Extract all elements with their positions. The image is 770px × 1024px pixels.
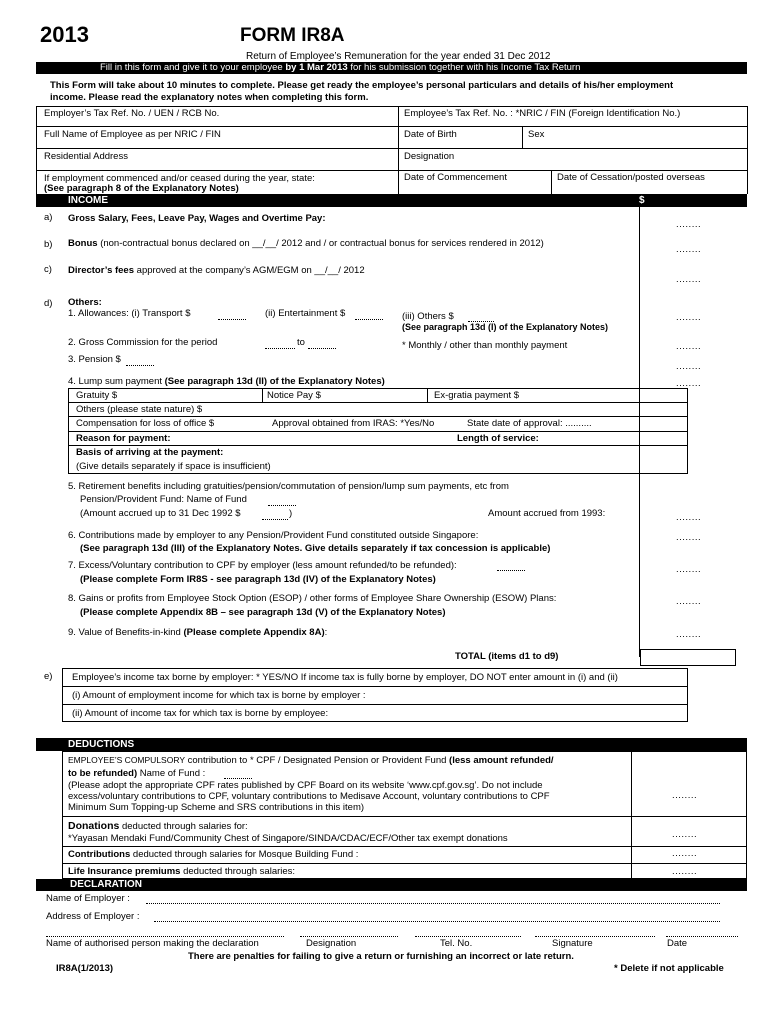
pension-amount[interactable]: ........ — [676, 361, 702, 372]
form-instruction: Fill in this form and give it to your employee by 1 Mar 2013 for his submission together with his Income Tax Return — [100, 62, 581, 73]
fund-name-label: Pension/Provident Fund: Name of Fund — [80, 494, 247, 505]
life-insurance-amount[interactable]: ........ — [672, 866, 698, 877]
lump-sum-amount[interactable]: ........ — [676, 378, 702, 389]
deductions-heading: DEDUCTIONS — [68, 739, 135, 750]
others-heading: Others: — [68, 297, 102, 308]
compensation-field[interactable]: Compensation for loss of office $ — [76, 418, 215, 429]
employee-tax-ref-field[interactable]: Employee’s Tax Ref. No. : *NRIC / FIN (Foreign Identification No.) — [404, 108, 681, 119]
item-letter-e: e) — [44, 671, 53, 682]
directors-fees-label: Director’s fees approved at the company’s AGM/EGM on __/__/ 2012 — [68, 265, 365, 276]
basis-field[interactable]: Basis of arriving at the payment: — [76, 447, 224, 458]
cpf-instruction-1: (Please adopt the appropriate CPF rates published by CPF Board on its website ‘www.cpf.gov.sg’. Do not include — [68, 780, 543, 791]
residential-address-field[interactable]: Residential Address — [44, 151, 128, 162]
others-nature-field[interactable]: Others (please state nature) $ — [76, 404, 203, 415]
form-subtitle: Return of Employee’s Remuneration for the year ended 31 Dec 2012 — [246, 51, 551, 62]
other-allowance-label: (iii) Others $ — [402, 311, 454, 322]
declaration-designation-input[interactable] — [300, 936, 398, 937]
intro-line-2: income. Please read the explanatory notes when completing this form. — [50, 92, 369, 103]
accrued-1993-label: Amount accrued from 1993: — [488, 508, 606, 519]
donations-amount[interactable]: ........ — [672, 829, 698, 840]
gross-salary-label: Gross Salary, Fees, Leave Pay, Wages and Overtime Pay: — [68, 213, 326, 224]
overseas-fund-amount[interactable]: ........ — [676, 532, 702, 543]
form-code: IR8A(1/2013) — [56, 963, 114, 974]
tel-input[interactable] — [415, 936, 521, 937]
cpf-instruction-2: excess/voluntary contributions to CPF, voluntary contributions to Medisave Account, voluntary contributions to CPF — [68, 791, 550, 802]
compulsory-cpf-label: EMPLOYEE’S COMPULSORY contribution to * CPF / Designated Pension or Provident Fund (less amount refunded/ — [68, 755, 554, 766]
gratuity-field[interactable]: Gratuity $ — [76, 390, 118, 401]
overseas-fund-label: 6. Contributions made by employer to any Pension/Provident Fund constituted outside Singapore: — [68, 530, 479, 541]
allowance-note: (See paragraph 13d (I) of the Explanatory Notes) — [402, 322, 609, 332]
designation-field[interactable]: Designation — [404, 151, 455, 162]
mosque-fund-amount[interactable]: ........ — [672, 848, 698, 859]
total-amount-box[interactable] — [640, 649, 736, 666]
sex-field[interactable]: Sex — [528, 129, 545, 140]
tax-borne-label: Employee’s income tax borne by employer: * YES/NO If income tax is fully borne by employer, DO NOT enter amount in (i) and (ii) — [72, 672, 618, 683]
tax-borne-amount-field[interactable]: (ii) Amount of income tax for which tax is borne by employee: — [72, 708, 329, 719]
excess-cpf-label: 7. Excess/Voluntary contribution to CPF by employer (less amount refunded/to be refunded): — [68, 560, 457, 571]
esop-amount[interactable]: ........ — [676, 596, 702, 607]
tax-borne-income-field[interactable]: (i) Amount of employment income for which tax is borne by employer : — [72, 690, 366, 701]
donations-detail: *Yayasan Mendaki Fund/Community Chest of Singapore/SINDA/CDAC/ECF/Other tax exempt donations — [68, 833, 508, 844]
item-letter-d: d) — [44, 298, 53, 309]
form-title: FORM IR8A — [240, 25, 345, 46]
bonus-amount[interactable]: ........ — [676, 244, 702, 255]
item-letter-c: c) — [44, 264, 52, 275]
gross-salary-amount[interactable]: ........ — [676, 219, 702, 230]
mosque-fund-label: Contributions deducted through salaries for Mosque Building Fund : — [68, 849, 359, 860]
donations-label: Donations deducted through salaries for: — [68, 820, 248, 832]
esop-label: 8. Gains or profits from Employee Stock Option (ESOP) / other forms of Employee Share Ownership (ESOW) Plans: — [68, 593, 557, 604]
bonus-label: Bonus (non-contractual bonus declared on __/__/ 2012 and / or contractual bonus for services rendered in 2012) — [68, 238, 544, 249]
signature-input[interactable] — [535, 936, 655, 937]
pension-label: 3. Pension $ — [68, 354, 121, 365]
approval-date-field[interactable]: State date of approval: .......... — [467, 418, 592, 429]
entertainment-allowance-label: (ii) Entertainment $ — [265, 308, 346, 319]
penalty-notice: There are penalties for failing to give a return or furnishing an incorrect or late return. — [188, 951, 574, 962]
delete-note: * Delete if not applicable — [614, 963, 724, 974]
date-of-birth-field[interactable]: Date of Birth — [404, 129, 457, 140]
see-paragraph-8: (See paragraph 8 of the Explanatory Notes) — [44, 183, 239, 194]
total-label: TOTAL (items d1 to d9) — [455, 651, 559, 662]
authorised-name-label: Name of authorised person making the declaration — [46, 938, 259, 949]
esop-note: (Please complete Appendix 8B – see paragraph 13d (V) of the Explanatory Notes) — [80, 607, 446, 618]
intro-line-1: This Form will take about 10 minutes to complete. Please get ready the employee’s personal particulars and details of his/her employment — [50, 80, 674, 91]
commission-to-label: to — [297, 337, 305, 348]
ex-gratia-field[interactable]: Ex-gratia payment $ — [434, 390, 520, 401]
excess-cpf-amount[interactable]: ........ — [676, 564, 702, 575]
transport-allowance-label: 1. Allowances: (i) Transport $ — [68, 308, 191, 319]
approval-field[interactable]: Approval obtained from IRAS: *Yes/No — [272, 418, 435, 429]
allowances-amount[interactable]: ........ — [676, 312, 702, 323]
employer-name-input[interactable] — [146, 903, 720, 904]
date-of-cessation-field[interactable]: Date of Cessation/posted overseas — [557, 172, 705, 183]
employer-name-label: Name of Employer : — [46, 893, 130, 904]
employer-tax-ref-field[interactable]: Employer’s Tax Ref. No. / UEN / RCB No. — [44, 108, 220, 119]
benefits-in-kind-amount[interactable]: ........ — [676, 629, 702, 640]
directors-fees-amount[interactable]: ........ — [676, 274, 702, 285]
cpf-amount[interactable]: ........ — [672, 790, 698, 801]
overseas-fund-note: (See paragraph 13d (III) of the Explanatory Notes. Give details separately if tax concession is applicable) — [80, 543, 551, 554]
employer-address-input[interactable] — [154, 921, 720, 922]
declaration-heading: DECLARATION — [70, 879, 143, 890]
employer-address-label: Address of Employer : — [46, 911, 140, 922]
tel-label: Tel. No. — [440, 938, 473, 949]
income-heading: INCOME — [68, 195, 108, 206]
basis-note: (Give details separately if space is insufficient) — [76, 461, 271, 472]
life-insurance-label: Life Insurance premiums deducted through salaries: — [68, 866, 296, 877]
accrued-1992-close: ) — [289, 508, 293, 519]
date-label: Date — [667, 938, 688, 949]
signature-label: Signature — [552, 938, 593, 949]
monthly-payment-label: * Monthly / other than monthly payment — [402, 340, 568, 351]
authorised-name-input[interactable] — [46, 936, 284, 937]
cpf-instruction-3: Minimum Sum Topping-up Scheme and SRS contributions in this item) — [68, 802, 365, 813]
retirement-amount[interactable]: ........ — [676, 512, 702, 523]
declaration-designation-label: Designation — [306, 938, 357, 949]
commission-amount[interactable]: ........ — [676, 341, 702, 352]
currency-symbol: $ — [639, 195, 645, 206]
excess-cpf-note: (Please complete Form IR8S - see paragraph 13d (IV) of the Explanatory Notes) — [80, 574, 436, 585]
cpf-fund-name-label: to be refunded) Name of Fund : — [68, 768, 206, 779]
benefits-in-kind-label: 9. Value of Benefits-in-kind (Please complete Appendix 8A): — [68, 627, 328, 638]
item-letter-a: a) — [44, 212, 53, 223]
date-of-commencement-field[interactable]: Date of Commencement — [404, 172, 507, 183]
lump-sum-label: 4. Lump sum payment (See paragraph 13d (II) of the Explanatory Notes) — [68, 376, 385, 387]
form-year: 2013 — [40, 22, 89, 47]
commission-label: 2. Gross Commission for the period — [68, 337, 218, 348]
notice-pay-field[interactable]: Notice Pay $ — [267, 390, 321, 401]
accrued-1992-label: (Amount accrued up to 31 Dec 1992 $ — [80, 508, 241, 519]
reason-field[interactable]: Reason for payment: — [76, 433, 171, 444]
date-input[interactable] — [666, 936, 738, 937]
item-letter-b: b) — [44, 239, 53, 250]
employee-name-field[interactable]: Full Name of Employee as per NRIC / FIN — [44, 129, 221, 140]
employment-period-label: If employment commenced and/or ceased during the year, state: — [44, 173, 315, 184]
length-of-service-field[interactable]: Length of service: — [457, 433, 539, 444]
retirement-benefits-label: 5. Retirement benefits including gratuities/pension/commutation of pension/lump sum payments, etc from — [68, 481, 509, 492]
